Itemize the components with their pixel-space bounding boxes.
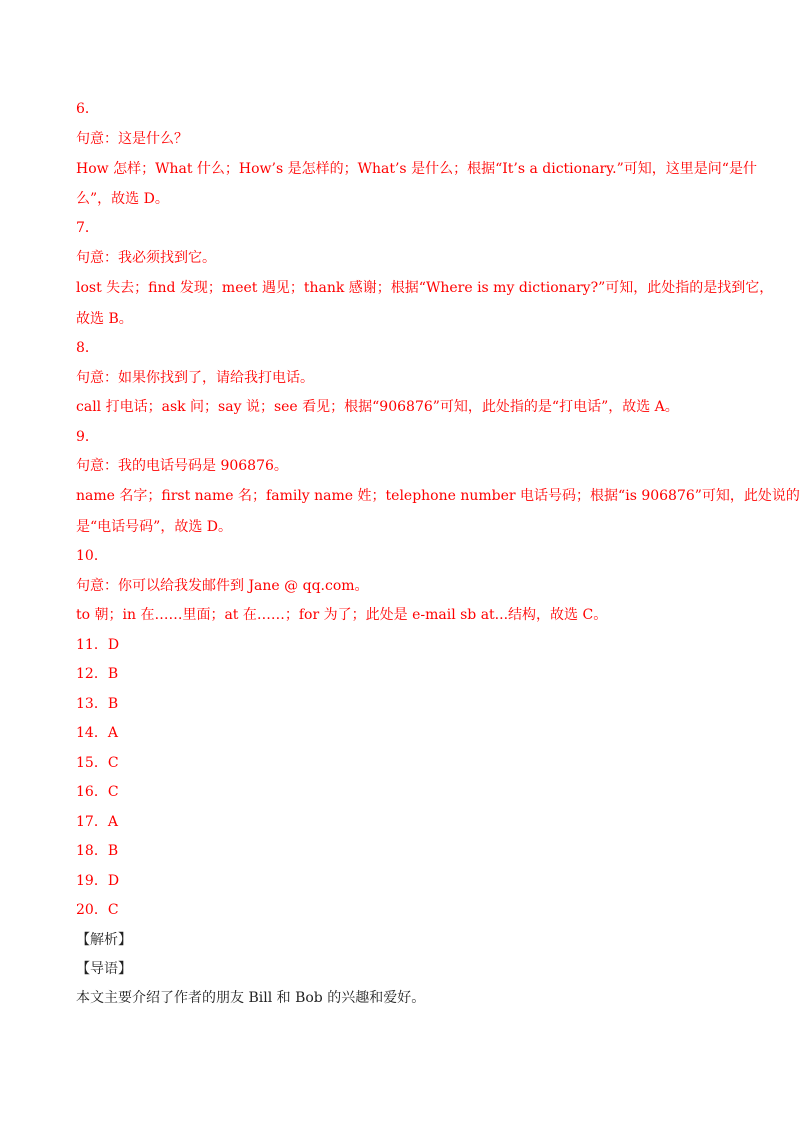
guide-heading: 【导语】 (76, 961, 132, 977)
answer-item: 18．B (76, 843, 119, 859)
answer-item: 17．A (76, 814, 118, 830)
sentence-meaning: 句意：如果你找到了，请给我打电话。 (76, 370, 314, 386)
question-number: 7． (76, 220, 99, 236)
explanation-line: 是“电话号码”，故选 D。 (76, 519, 232, 535)
explanation-line: 故选 B。 (76, 311, 133, 327)
answer-item: 16．C (76, 784, 119, 800)
answer-item: 11．D (76, 637, 120, 653)
explanation-line: How 怎样；What 什么；How’s 是怎样的；What’s 是什么；根据“It’s a dictionary.”可知，这里是问“是什 (76, 161, 757, 177)
answer-item: 20．C (76, 902, 119, 918)
answer-item: 12．B (76, 666, 119, 682)
sentence-meaning: 句意：你可以给我发邮件到 Jane @ qq.com。 (76, 578, 369, 594)
question-number: 10． (76, 548, 108, 564)
intro-paragraph: 本文主要介绍了作者的朋友 Bill 和 Bob 的兴趣和爱好。 (76, 990, 426, 1006)
explanation-line: 么”，故选 D。 (76, 191, 169, 207)
explanation-line: to 朝；in 在……里面；at 在……；for 为了；此处是 e-mail sb at...结构，故选 C。 (76, 607, 608, 623)
question-number: 6． (76, 101, 99, 117)
explanation-line: name 名字；first name 名；family name 姓；telephone number 电话号码；根据“is 906876”可知，此处说的 (76, 488, 800, 504)
explanation-line: call 打电话；ask 问；say 说；see 看见；根据“906876”可知，此处指的是“打电话”，故选 A。 (76, 399, 679, 415)
sentence-meaning: 句意：这是什么？ (76, 131, 188, 147)
answer-item: 13．B (76, 696, 119, 712)
answer-item: 14．A (76, 725, 118, 741)
sentence-meaning: 句意：我的电话号码是 906876。 (76, 458, 288, 474)
question-number: 8． (76, 340, 99, 356)
explanation-line: lost 失去；find 发现；meet 遇见；thank 感谢；根据“Where is my dictionary?”可知，此处指的是找到它， (76, 280, 774, 296)
sentence-meaning: 句意：我必须找到它。 (76, 250, 216, 266)
answer-item: 19．D (76, 873, 120, 889)
analysis-heading: 【解析】 (76, 932, 132, 948)
question-number: 9． (76, 429, 99, 445)
answer-item: 15．C (76, 755, 119, 771)
